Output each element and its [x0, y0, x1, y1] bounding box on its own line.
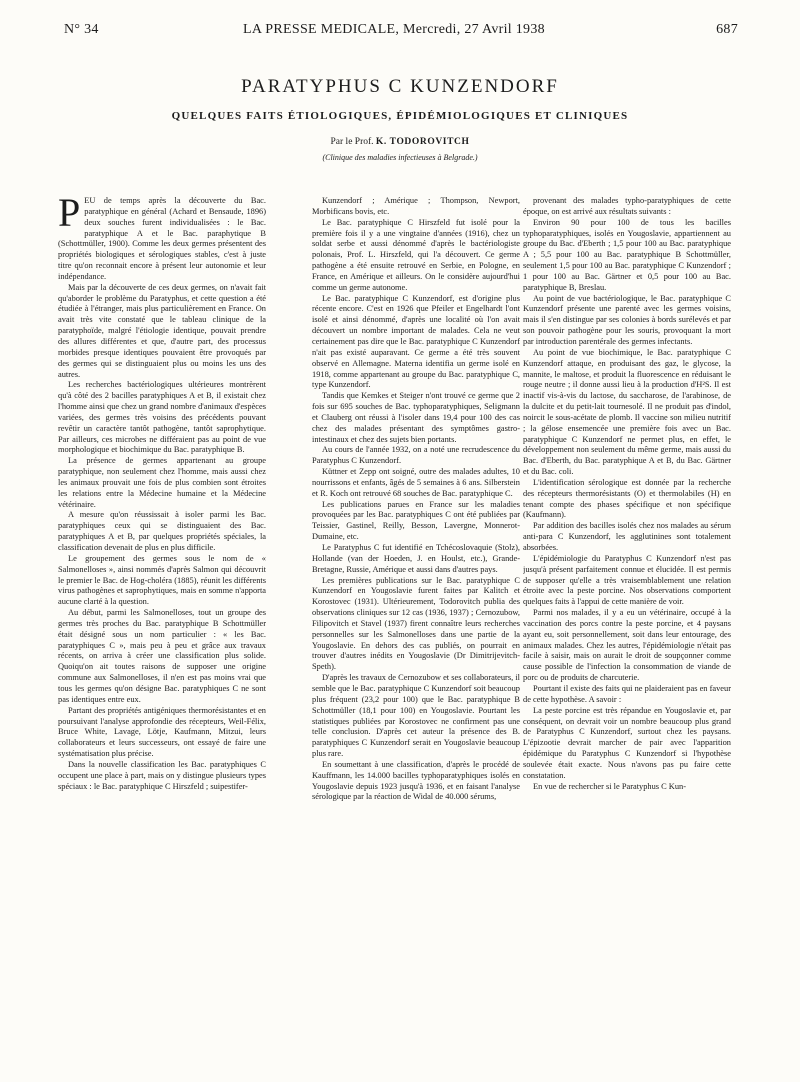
column-3-body [523, 196, 731, 792]
text-column-2 [312, 196, 520, 1076]
paragraph: Les publications parues en France sur les maladies provoquées par les Bac. paratyphiques C ont été publiées par Teissier, Gastinel, Reilly, Besson, Lavergne, Monnerot-Dumaine, etc. [312, 499, 520, 542]
paragraph: D'après les travaux de Cernozubow et ses collaborateurs, il semble que le Bac. paratyphique C Kunzendorf soit beaucoup plus fréquent (23,2 pour 100) que le Bac. paratyphique B Schottmüller (18,1 pour 100) en Yougoslavie. Pourtant les statistiques publiées par Korostovec ne confirment pas une telle conclusion. D'après cet auteur la présence des B. paratyphiques C Kunzendorf serait en Yougoslavie beaucoup plus rare. [312, 673, 520, 759]
byline [0, 137, 800, 147]
paragraph: Le Paratyphus C fut identifié en Tchécoslovaquie (Stolz), Hollande (van der Hoeden, J. en Houlst, etc.), Grande-Bretagne, Russie, Amérique et aussi dans d'autres pays. [312, 543, 520, 574]
paragraph: Tandis que Kemkes et Steiger n'ont trouvé ce germe que 2 fois sur 695 souches de Bac. typhoparatyphiques, Seligmann et Clauberg ont réussi à l'isoler dans 19,4 pour 100 des cas chez des malades présentant des symptômes gastro-intestinaux et chez des sujets bien portants. [312, 391, 520, 444]
paragraph: Küttner et Zepp ont soigné, outre des malades adultes, 10 nourrissons et enfants, âgés de 5 semaines à 6 ans. Silberstein et R. Koch ont retrouvé 68 souches de Bac. paratyphique C. [312, 467, 520, 498]
first-paragraph-text: EU de temps après la découverte du Bac. paratyphique en général (Achard et Bensaude, 1896) deux souches furent individualisées : le Bac. paratyphique A et le Bac. paraphytique B (Schottmüller, 1900). Comme les deux germes présentent des propriétés biologiques et sérologiques stables, c'est à juste titre qu'on reconnait encore à présent leur autonomie et leur indépendance. [58, 196, 266, 281]
paragraph: Au cours de l'année 1932, on a noté une recrudescence du Paratyphus C Kunzendorf. [312, 445, 520, 466]
paragraph: Le Bac. paratyphique C Kunzendorf, est d'origine plus récente encore. C'est en 1926 que Pfeiler et Engelhardt l'ont isolé et ainsi dénommé, d'après une localité où l'on avait découvert un nombre important de malades. Cela ne veut certainement pas dire que le Bac. paratyphique C Kunzendorf n'ait pas existé auparavant. Ce germe a été très souvent observé en Allemagne. Materna identifia un germe isolé en 1918, comme appartenant au groupe du Bac. paratyphique C, type Kunzendorf. [312, 293, 520, 390]
drop-cap: P [58, 196, 81, 235]
paragraph: Pourtant il existe des faits qui ne plaideraient pas en faveur de cette hypothèse. A savoir : [523, 683, 731, 704]
text-column-1 [58, 196, 266, 1076]
paragraph: En soumettant à une classification, d'après le procédé de Kauffmann, les 14.000 bacilles typhoparatyphiques isolés en Yougoslavie depuis 1923 jusqu'à 1936, et en faisant l'analyse sérologique par la réaction de Widal de 40.000 sérums, [312, 759, 520, 802]
paragraph: Le groupement des germes sous le nom de « Salmonelloses », ainsi nommés d'après Salmon qui découvrit le premier le Bac. de Hog-choléra (1885), réunit les différents virus pathogènes et saprophytiques, mais en somme n'apporta aucune clarté à la question. [58, 553, 266, 607]
paragraph: provenant des malades typho-paratyphiques de cette époque, on est arrivé aux résultats suivants : [523, 196, 731, 216]
paragraph: Au point de vue biochimique, le Bac. paratyphique C Kunzendorf attaque, en produisant des gaz, le glycose, la mannite, le maltose, et produit la fluorescence en réduisant le rouge neutre ; il donne aussi lieu à la production d'H²S. Il est inactif vis-à-vis du lactose, du saccharose, de l'arabinose, de la dulcite et du petit-lait tournesolé. Il ne produit pas d'indol, noircit le sous-acétate de plomb. Il vaccine son milieu nutritif ; la gélose ensemencée une première fois avec un Bac. paratyphique C Kunzendorf ne permet plus, en effet, le développement non seulement du même germe, mais aussi du Bac. d'Eberth, du Bac. paratyphique A et B, du Bac. Gärtner et du Bac. coli. [523, 347, 731, 477]
text-column-3 [523, 196, 731, 1076]
paragraph: Parmi nos malades, il y a eu un vétérinaire, occupé à la vaccination des porcs contre la peste porcine, et 4 paysans ayant eu, soit personnellement, soit dans leur entourage, des animaux malades. Chez les autres, l'épidémiologie n'était pas facile à saisir, mais on aurait le droit de soupçonner comme cause possible de l'infection la consommation de viande de porc ou de produits de charcuterie. [523, 608, 731, 683]
paragraph: Environ 90 pour 100 de tous les bacilles typhoparatyphiques, isolés en Yougoslavie, appartiennent au groupe du Bac. d'Eberth ; 1,5 pour 100 au Bac. paratyphique A ; 5,5 pour 100 au Bac. paratyphique B Schottmüller, seulement 1,5 pour 100 au Bac. paratyphique C Kunzendorf ; 1 pour 100 au Bac. Gärtner et 0,5 pour 100 au Bac. paratyphique B, Breslau. [523, 217, 731, 292]
running-head [0, 22, 800, 40]
paragraph: Par addition des bacilles isolés chez nos malades au sérum anti-para C Kunzendorf, les agglutinines sont totalement absorbées. [523, 521, 731, 552]
paragraph: Kunzendorf ; Amérique ; Thompson, Newport, Morbificans bovis, etc. [312, 196, 520, 216]
paragraph: Les premières publications sur le Bac. paratyphique C Kunzendorf en Yougoslavie furent faites par Kalitch et Korostovec (1931). Ultérieurement, Todorovitch publia des observations cliniques sur 12 cas (1936, 1937) ; Cernozubow, Filipovitch et Stavel (1937) firent connaître leurs recherches personnelles sur les Salmonelloses dans une partie de la Yougoslavie. En dehors des cas publiés, on pourrait en trouver d'autres inédits en Yougoslavie (Dr Dimitrijevitch-Speth). [312, 575, 520, 672]
paragraph: L'épidémiologie du Paratyphus C Kunzendorf n'est pas jusqu'à présent parfaitement connue et élucidée. Il est permis de supposer qu'elle a très vraisemblablement une relation étroite avec la peste porcine. Nos observations comportent quelques faits à l'appui de cette manière de voir. [523, 553, 731, 607]
first-paragraph [58, 196, 266, 283]
issue-number: N° 34 [64, 22, 99, 37]
paragraph: En vue de rechercher si le Paratyphus C Kun- [533, 781, 687, 791]
paragraph: La peste porcine est très répandue en Yougoslavie et, par conséquent, on devrait voir un nombre beaucoup plus grand de Paratyphus C Kunzendorf, surtout chez les paysans. L'épizootie devrait marcher de pair avec l'apparition épidémique du Paratyphus C Kunzendorf si l'hypothèse soulevée était exacte. Nous n'avons pas pu faire cette constatation. [523, 705, 731, 780]
journal-title: LA PRESSE MEDICALE, Mercredi, 27 Avril 1938 [243, 22, 545, 37]
author-name: K. TODOROVITCH [375, 137, 470, 147]
paragraph: Les recherches bactériologiques ultérieures montrèrent qu'à côté des 2 bacilles paratyphiques A et B, il existait chez l'homme ainsi que chez un grand nombre d'animaux d'espèces variées, des germes très voisins des précédents pouvant revêtir un caractère tantôt pathogène, tantôt saprophytique. Par ailleurs, ces microbes ne différaient pas au point de vue morphologique et biochimique du Bac. paratyphique B. [58, 380, 266, 455]
paragraph: Au début, parmi les Salmonelloses, tout un groupe des germes très proches du Bac. paratyphique B Schottmüller était désigné sous un nom particulier : « les Bac. paratyphiques C », mais peu à peu et grâce aux travaux récents, on arriva à créer une classification plus solide. Quoiqu'on ait toutes raisons de supposer une origine commune aux Salmonelloses, il n'en est pas moins vrai que tous les germes qu'on désigne Bac. paratyphiques C ne sont pas identiques entre eux. [58, 608, 266, 704]
paragraph: Partant des propriétés antigéniques thermorésistantes et en poursuivant l'analyse approfondie des récepteurs, Weil-Félix, Bruce White, Lavage, Lötje, Kaufmann, Mitzui, leurs collaborateurs et leurs successeurs, ont essayé de faire une systématisation plus précise. [58, 705, 266, 759]
column-1-body [58, 283, 266, 793]
page-number: 687 [716, 22, 738, 37]
column-2-body [312, 196, 520, 803]
paragraph: Au point de vue bactériologique, le Bac. paratyphique C Kunzendorf présente une parenté avec les germes voisins, mais il s'en distingue par ses colonies à bords surélevés et par son pouvoir pathogène pour les souris, provoquant la mort par introduction parentérale des germes infectants. [523, 293, 731, 346]
paragraph: Dans la nouvelle classification les Bac. paratyphiques C occupent une place à part, mais on y distingue plusieurs types spéciaux : le Bac. paratyphique C Hirszfeld ; suipestifer- [58, 759, 266, 791]
article-title: PARATYPHUS C KUNZENDORF [241, 76, 559, 97]
paragraph: L'identification sérologique est donnée par la recherche des récepteurs thermorésistants (O) et thermolabiles (H) en tenant compte des phases spécifique et non spécifique (Kaufmann). [523, 477, 731, 520]
paragraph: La présence de germes appartenant au groupe paratyphique, non seulement chez l'homme, mais aussi chez les animaux prouvait une fois de plus combien sont étroites les relations entre la Médecine humaine et la Médecine vétérinaire. [58, 456, 266, 509]
paragraph: Le Bac. paratyphique C Hirszfeld fut isolé pour la première fois il y a une vingtaine d'années (1916), chez un soldat serbe et aussi dénommé d'après le bactériologiste polonais, Prof. L. Hirszfeld, qui l'a découvert. Ce germe pathogène a été ensuite retrouvé en Serbie, en Pologne, en France, en Amérique et ailleurs. On le considère aujourd'hui comme un germe autonome. [312, 217, 520, 292]
paragraph: Mais par la découverte de ces deux germes, on n'avait fait qu'aborder le problème du Paratyphus, et cette question a été étudiée à l'étranger, mais plus particulièrement en France. On avait très vite constaté que le tableau clinique de la paratyphoïde, malgré l'étiologie identique, pouvait prendre des allures différentes et que, d'autre part, des processus morbides presque identiques pouvaient être provoqués par des germes qui se distinguaient plus ou moins les uns des autres. [58, 282, 266, 379]
paragraph: A mesure qu'on réussissait à isoler parmi les Bac. paratyphiques ceux qui se distinguaient des Bac. paratyphiques A et B, par quelques propriétés spéciales, la classification devenait de plus en plus difficile. [58, 510, 266, 552]
byline-prefix: Par le Prof. [330, 137, 374, 147]
author-affiliation: (Clinique des maladies infectieuses à Belgrade.) [322, 153, 478, 162]
article-subtitle: QUELQUES FAITS ÉTIOLOGIQUES, ÉPIDÉMIOLOGIQUES ET CLINIQUES [171, 110, 629, 122]
